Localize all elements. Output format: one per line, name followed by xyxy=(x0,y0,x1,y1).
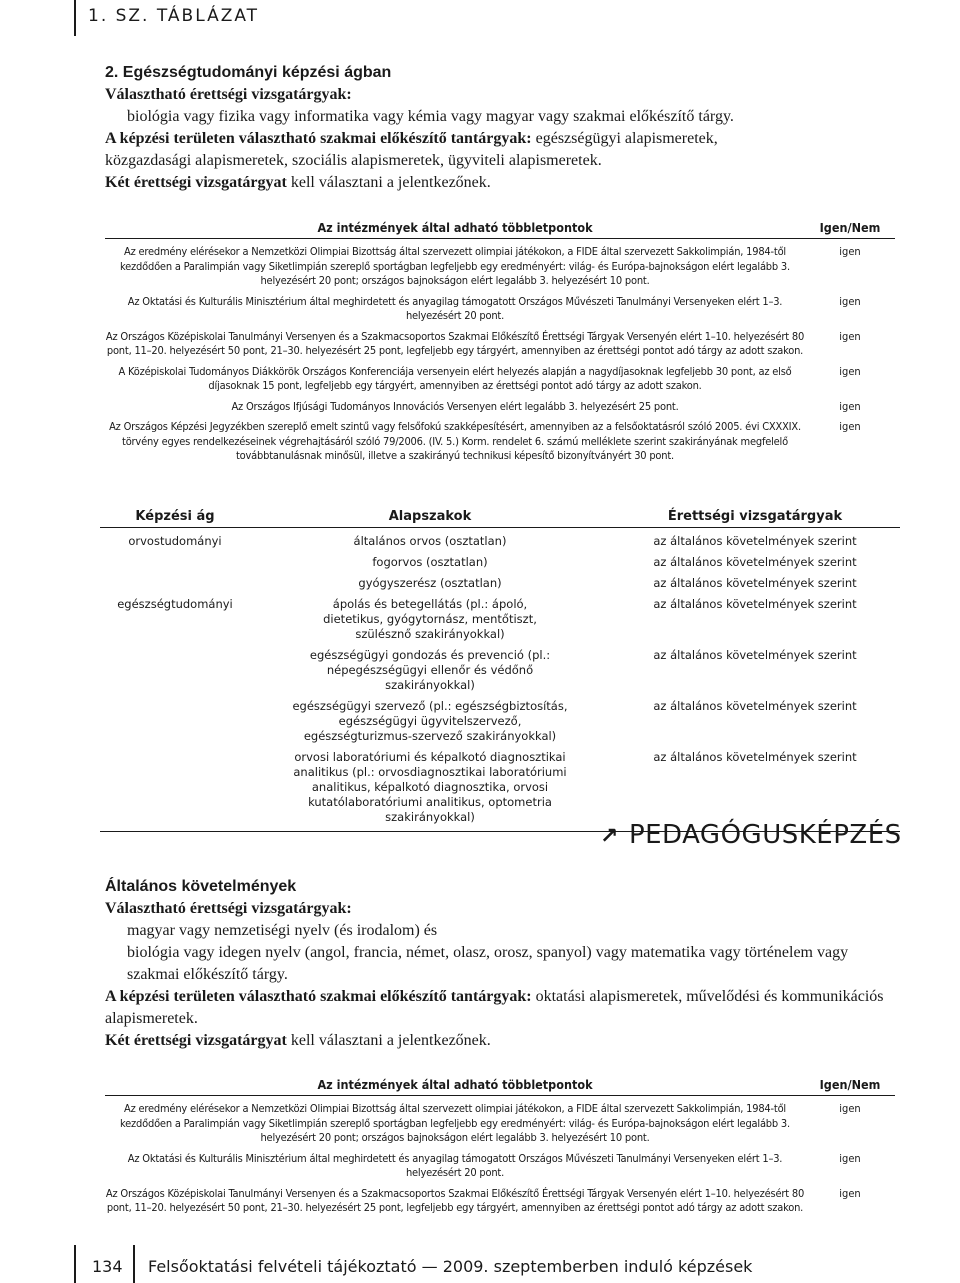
row-program: orvosi laboratóriumi és képalkotó diagnosztikai analitikus (pl.: orvosdiagnosztikai laboratóriumi analitikus, képalkotó diagnosztika, orvosi kutatólaboratóriumi analitikus, optometria szakirányokkal) xyxy=(293,750,567,824)
table-row xyxy=(105,245,895,289)
row-value: igen xyxy=(839,420,861,433)
row-text: Az eredmény elérésekor a Nemzetközi Olimpiai Bizottság által szervezett olimpiai játékokon, a FIDE által szervezett Sakkolimpián, 1984-től kezdődően a Paralimpián vagy Siketlimpián szereplő sportágban legfeljebb egy eredményért: világ- és Európa-bajnokságon elért legalább 3. helyezésért 20 pont; országos bajnokságon elért legalább 3. helyezésért 10 pont. xyxy=(120,1102,790,1144)
two-label: Két érettségi vizsgatárgyat xyxy=(105,174,287,191)
row-program: ápolás és betegellátás (pl.: ápoló, dietetikus, gyógytornász, mentőtiszt, szülésznő szakirányokkal) xyxy=(323,597,537,641)
prep-text-a: egészségügyi alapismeretek, xyxy=(535,130,718,147)
bonus-points-table-2 xyxy=(105,1073,895,1216)
table-row xyxy=(105,1102,895,1146)
row-branch: orvostudományi xyxy=(128,534,222,548)
row-program: általános orvos (osztatlan) xyxy=(353,534,507,548)
section-egeszsegtudomanyi xyxy=(105,62,895,194)
header-rule xyxy=(100,527,900,528)
two-subjects xyxy=(105,1030,895,1052)
row-text: Az eredmény elérésekor a Nemzetközi Olimpiai Bizottság által szervezett olimpiai játékokon, a FIDE által szervezett Sakkolimpián, 1984-től kezdődően a Paralimpián vagy Siketlimpián szereplő sportágban legfeljebb egy eredményért: világ- és Európa-bajnokságon elért legalább 3. helyezésért 20 pont; országos bajnokságon elért legalább 3. helyezésért 10 pont. xyxy=(120,245,790,287)
row-text: Az Oktatási és Kulturális Minisztérium által meghirdetett és anyagilag támogatott Országos Művészeti Tanulmányi Versenyeken elért 1–3. helyezésért 20 pont. xyxy=(127,1151,783,1179)
row-branch xyxy=(100,576,250,591)
header-bonus-points: Az intézmények által adható többletpontok xyxy=(317,1076,593,1092)
row-branch xyxy=(100,699,250,744)
row-exam: az általános követelmények szerint xyxy=(653,555,857,569)
row-exam: az általános követelmények szerint xyxy=(653,576,857,590)
row-exam: az általános követelmények szerint xyxy=(653,699,857,713)
row-value: igen xyxy=(839,329,861,343)
row-program: egészségügyi szervező (pl.: egészségbiztosítás, egészségügyi ügyvitelszervező, egészségturizmus-szervező szakirányokkal) xyxy=(292,699,568,743)
table-row xyxy=(100,699,900,744)
prep-label: A képzési területen választható szakmai előkészítő tantárgyak: xyxy=(105,988,532,1005)
table-row xyxy=(100,576,900,591)
header-exams: Érettségi vizsgatárgyak xyxy=(667,508,843,524)
table-row xyxy=(100,597,900,642)
table-row xyxy=(100,648,900,693)
row-branch xyxy=(100,555,250,570)
row-branch xyxy=(100,750,250,825)
row-value: igen xyxy=(839,1102,861,1115)
row-branch: egészségtudományi xyxy=(117,597,233,611)
row-program: egészségügyi gondozás és prevenció (pl.: népegészségügyi ellenőr és védőnő szakirányokkal) xyxy=(309,648,551,692)
page-number: 134 xyxy=(92,1257,123,1276)
bonus-points-table-1 xyxy=(105,216,895,464)
row-text: Az Oktatási és Kulturális Minisztérium által meghirdetett és anyagilag támogatott Országos Művészeti Tanulmányi Versenyeken elért 1–3. helyezésért 20 pont. xyxy=(127,294,783,322)
header-yes-no: Igen/Nem xyxy=(819,1076,881,1092)
row-exam: az általános követelmények szerint xyxy=(653,597,857,611)
subject-heading: Választható érettségi vizsgatárgyak: xyxy=(105,900,352,917)
row-program: gyógyszerész (osztatlan) xyxy=(358,576,502,590)
prep-label: A képzési területen választható szakmai előkészítő tantárgyak: xyxy=(105,130,532,147)
row-program: fogorvos (osztatlan) xyxy=(372,555,488,569)
header-bonus-points: Az intézmények által adható többletpontok xyxy=(317,219,593,235)
row-exam: az általános követelmények szerint xyxy=(653,750,857,764)
header-rule xyxy=(105,1095,895,1096)
row-text: Az Országos Képzési Jegyzékben szereplő emelt szintű vagy felsőfokú szakképesítésért, amennyiben az a felsőoktatásról szóló 2005. évi CXXXIX. törvény egyes rendelkezéseinek végrehajtásáról szóló 79/2006. (IV. 5.) Korm. rendelet 6. számú melléklete szerint szakirányának megfelelő továbbtanulásnak minősül, illetve a szakirányú technikusi képesítő bizonyítványért 30 pont. xyxy=(109,420,801,462)
table-row xyxy=(105,1152,895,1181)
footer-title: Felsőoktatási felvételi tájékoztató — 2009. szeptemberben induló képzések xyxy=(148,1257,753,1276)
row-value: igen xyxy=(839,1151,861,1165)
programs-table-header xyxy=(100,505,900,527)
table-row xyxy=(100,750,900,825)
row-value: igen xyxy=(839,294,861,308)
row-branch xyxy=(100,648,250,693)
row-exam: az általános követelmények szerint xyxy=(653,648,857,662)
subject-line-2: biológia vagy idegen nyelv (angol, francia, német, olasz, orosz, spanyol) vagy matematika vagy történelem vagy szakmai előkészítő tárgy. xyxy=(127,944,849,983)
row-text: A Középiskolai Tudományos Diákkörök Országos Konferenciája versenyein elért helyezés alapján a nagydíjasoknak legfeljebb 30 pont, az első díjasoknak 15 pont, legfeljebb egy tárgyért, amennyiben az érettségi pontot adó tárgy az adott szakon. xyxy=(118,364,792,392)
footer-rule-right xyxy=(133,1245,135,1283)
bonus-table-header xyxy=(105,216,895,238)
prep-subjects xyxy=(105,128,895,150)
row-value: igen xyxy=(839,1186,861,1200)
subject-heading: Választható érettségi vizsgatárgyak: xyxy=(105,86,352,103)
two-subjects xyxy=(105,172,895,194)
row-text: Az Országos Középiskolai Tanulmányi Versenyen és a Szakmacsoportos Szakmai Előkészítő Érettségi Tárgyak Versenyén elért 1–10. helyezésért 80 pont, 11–20. helyezésért 50 pont, 21–30. helyezésért 25 pont, legfeljebb egy tárgyért, amennyiben az érettségi pontot adó tárgy az adott szakon. xyxy=(105,329,805,357)
bonus-table-header xyxy=(105,1073,895,1095)
pedagogy-title: PEDAGÓGUSKÉPZÉS xyxy=(628,820,902,850)
arrow-up-right-icon: ↗ xyxy=(600,824,619,849)
subject-list: biológia vagy fizika vagy informatika vagy kémia vagy magyar vagy szakmai előkészítő tárgy. xyxy=(127,108,734,125)
prep-text-b: közgazdasági alapismeretek, szociális alapismeretek, ügyviteli alapismeretek. xyxy=(105,152,602,169)
section-title: Általános követelmények xyxy=(105,878,297,895)
header-yes-no: Igen/Nem xyxy=(819,219,881,235)
header-rule xyxy=(105,238,895,239)
section-title: 2. Egészségtudományi képzési ágban xyxy=(105,64,392,81)
two-text: kell választani a jelentkezőnek. xyxy=(290,1032,491,1049)
row-text: Az Országos Ifjúsági Tudományos Innovációs Versenyen elért legalább 3. helyezésért 25 pont. xyxy=(231,399,679,413)
pedagogy-heading xyxy=(600,820,902,850)
row-exam: az általános követelmények szerint xyxy=(653,534,857,548)
header-branch: Képzési ág xyxy=(135,508,215,524)
table-row xyxy=(105,295,895,324)
subject-line-1: magyar vagy nemzetiségi nyelv (és irodalom) és xyxy=(127,922,438,939)
table-row xyxy=(105,365,895,394)
row-value: igen xyxy=(839,399,861,413)
table-row xyxy=(100,555,900,570)
table-row xyxy=(105,330,895,359)
row-text: Az Országos Középiskolai Tanulmányi Versenyen és a Szakmacsoportos Szakmai Előkészítő Érettségi Tárgyak Versenyén elért 1–10. helyezésért 80 pont, 11–20. helyezésért 50 pont, 21–30. helyezésért 25 pont, legfeljebb egy tárgyért, amennyiben az érettségi pontot adó tárgy az adott szakon. xyxy=(105,1186,805,1214)
two-label: Két érettségi vizsgatárgyat xyxy=(105,1032,287,1049)
prep-subjects xyxy=(105,986,895,1030)
programs-table xyxy=(100,505,900,832)
row-value: igen xyxy=(839,245,861,258)
two-text: kell választani a jelentkezőnek. xyxy=(290,174,491,191)
footer-rule-left xyxy=(74,1245,76,1283)
page-header-title: 1. SZ. TÁBLÁZAT xyxy=(88,6,260,26)
table-row xyxy=(105,1187,895,1216)
table-row xyxy=(100,534,900,549)
prep-text: oktatási alapismeretek, művelődési és kommunikációs alapismeretek. xyxy=(105,988,884,1027)
table-row xyxy=(105,400,895,415)
table-row xyxy=(105,420,895,464)
section-altalanos xyxy=(105,876,895,1052)
header-rule xyxy=(74,0,76,36)
header-programs: Alapszakok xyxy=(388,508,472,524)
row-value: igen xyxy=(839,364,861,378)
